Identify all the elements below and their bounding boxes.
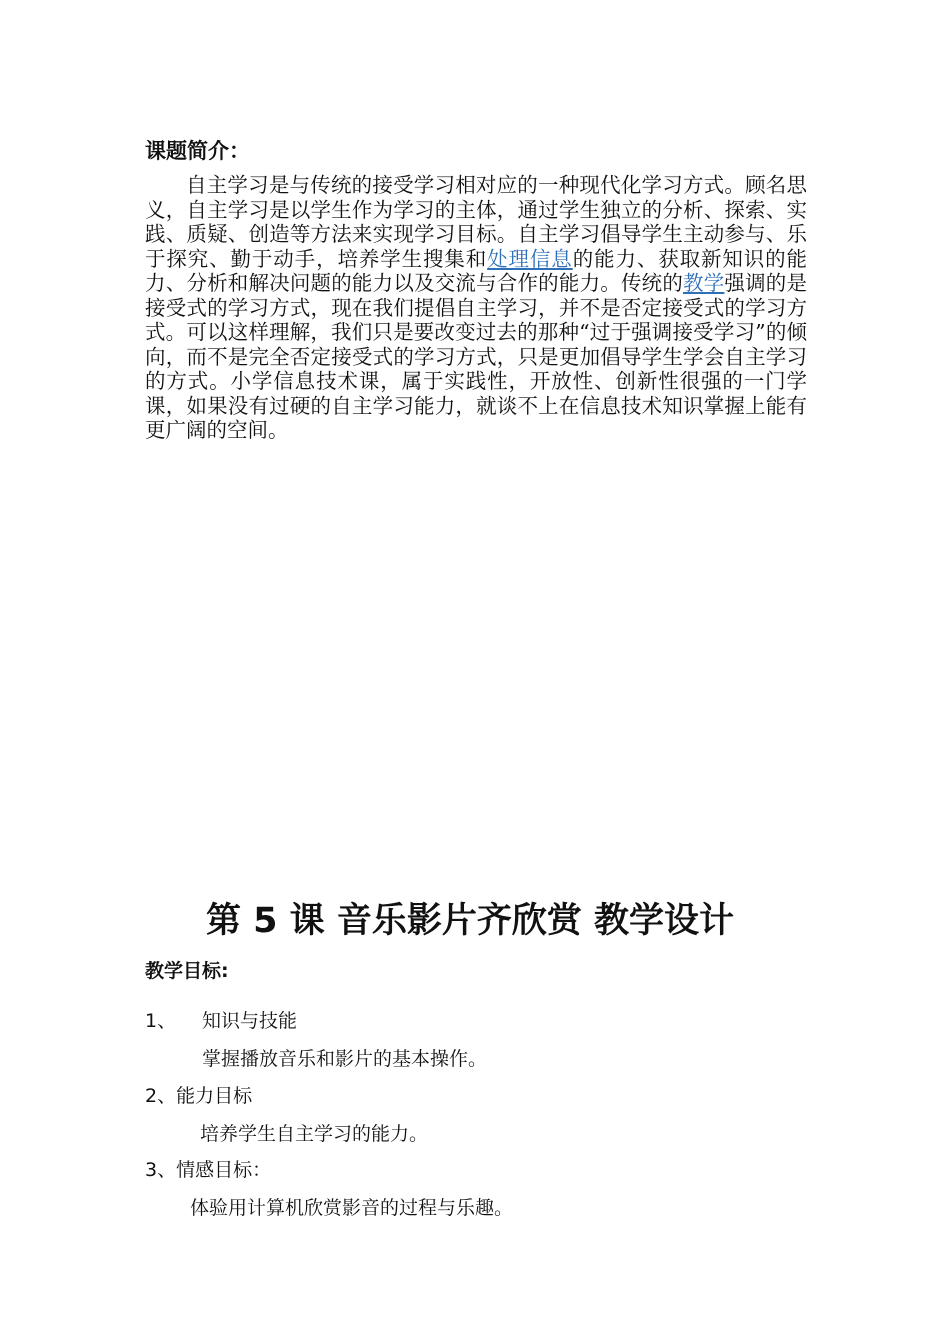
lesson-title [0,896,950,946]
goal-1-line [145,1006,297,1036]
goal-2-label: 能力目标 [176,1085,253,1107]
goal-1-label: 知识与技能 [202,1010,298,1032]
goal-2-line [145,1081,252,1111]
intro-text-part-1: 自主学习是与传统的接受学习相对应的一种现代化学习方式。顾名思义，自主学习是以学生作为学习的主体，通过学生独立的分析、探索、实践、质疑、创造等方法来实现学习目标。自主学习倡导学生主动参与、乐于探究、勤于动手，培养学生搜集和 [145,173,807,271]
goal-3-line [145,1155,271,1185]
link-teaching[interactable]: 教学 [683,271,725,295]
goal-1-number: 1、 [145,1010,177,1032]
goal-3-detail: 体验用计算机欣赏影音的过程与乐趣。 [190,1197,514,1219]
goal-3-label: 情感目标： [176,1159,272,1181]
intro-text-part-3: 强调的是接受式的学习方式，现在我们提倡自主学习，并不是否定接受式的学习方式。可以这样理解，我们只是要改变过去的那种“过于强调接受学习”的倾向，而不是完全否定接受式的学习方式，只是更加倡导学生学会自主学习的方式。小学信息技术课，属于实践性，开放性、创新性很强的一门学课，如果没有过硬的自主学习能力，就谈不上在信息技术知识掌握上能有更广阔的空间。 [145,271,808,442]
goal-1-detail: 掌握播放音乐和影片的基本操作。 [202,1048,488,1070]
goal-2-number: 2、 [145,1085,177,1107]
intro-text-part-2: 的能力、获取新知识的能力、分析和解决问题的能力以及交流与合作的能力。传统的 [145,246,808,295]
goal-3-number: 3、 [145,1159,177,1181]
link-process-information[interactable]: 处理信息 [487,246,573,271]
intro-paragraph [145,173,807,443]
goals-heading: 教学目标: [145,960,229,982]
goal-2-detail: 培养学生自主学习的能力。 [200,1123,429,1145]
lesson-title-text: 第 5 课 音乐影片齐欣赏 教学设计 [205,901,735,941]
intro-heading: 课题简介： [145,139,250,163]
